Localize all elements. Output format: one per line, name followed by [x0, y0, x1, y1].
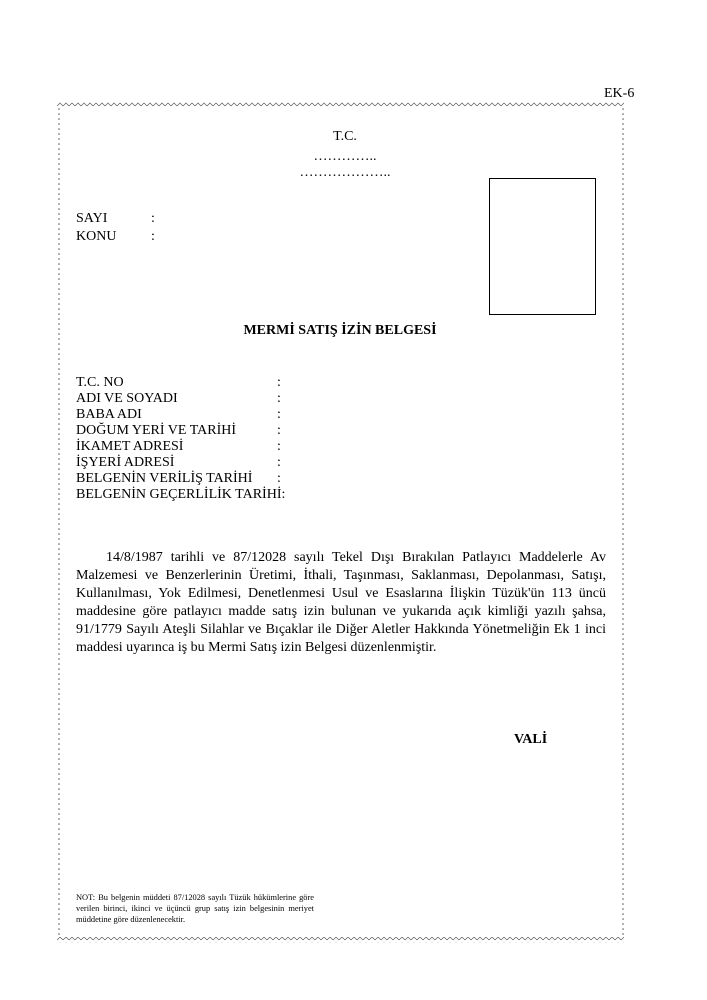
field-row-validity-date — [76, 487, 336, 503]
reference-label: KONU — [76, 229, 117, 244]
field-label: BABA ADI — [76, 407, 142, 422]
field-row-tc-no — [76, 375, 336, 391]
field-label: İŞYERİ ADRESİ — [76, 455, 175, 470]
field-row-issue-date — [76, 471, 336, 487]
field-separator: : — [277, 407, 281, 422]
field-row-birth — [76, 423, 336, 439]
field-label: T.C. NO — [76, 375, 124, 390]
field-separator: : — [277, 375, 281, 390]
document-title: MERMİ SATIŞ İZİN BELGESİ — [243, 323, 437, 338]
footnote: NOT: Bu belgenin müddeti 87/12028 sayılı Tüzük hükümlerine göre verilen birinci, ikinci ve üçüncü grup satış izin belgesinin meriyet müddetine göre düzenlenecektir. — [76, 893, 314, 924]
field-label: İKAMET ADRESİ — [76, 439, 184, 454]
field-label: DOĞUM YERİ VE TARİHİ — [76, 423, 237, 438]
field-separator: : — [277, 455, 281, 470]
field-separator: : — [277, 423, 281, 438]
photo-box — [489, 178, 596, 315]
field-label: ADI VE SOYADI — [76, 391, 178, 406]
header-province-placeholder: ………….. — [313, 149, 377, 164]
reference-row-subject — [76, 229, 155, 245]
reference-row-number — [76, 211, 155, 227]
field-row-residence — [76, 439, 336, 455]
reference-separator: : — [151, 211, 155, 226]
field-separator: : — [277, 439, 281, 454]
field-row-father-name — [76, 407, 336, 423]
reference-label: SAYI — [76, 211, 108, 226]
field-label: BELGENİN VERİLİŞ TARİHİ — [76, 471, 253, 486]
field-label: BELGENİN GEÇERLİLİK TARİHİ: — [76, 487, 286, 502]
field-separator: : — [277, 471, 281, 486]
field-row-workplace — [76, 455, 336, 471]
field-row-name — [76, 391, 336, 407]
reference-separator: : — [151, 229, 155, 244]
header-country: T.C. — [333, 129, 357, 144]
body-paragraph: 14/8/1987 tarihli ve 87/12028 sayılı Tekel Dışı Bırakılan Patlayıcı Maddelerle Av Malzemesi ve Benzerlerinin Üretimi, İthali, Taşınması, Saklanması, Depolanması, Satışı, Kullanılması, Yok Edilmesi, Denetlenmesi Usul ve Esaslarına İlişkin Tüzük'ün 113 üncü maddesine göre patlayıcı madde satış izin bulunan ve yukarıda açık kimliği yazılı şahsa, 91/1779 Sayılı Ateşli Silahlar ve Bıçaklar ile Diğer Aletler Hakkında Yönetmeliğin Ek 1 inci maddesi uyarınca iş bu Mermi Satış izin Belgesi düzenlenmiştir. — [76, 550, 606, 655]
field-separator: : — [277, 391, 281, 406]
annex-label: EK-6 — [604, 86, 635, 101]
signature-title: VALİ — [514, 732, 548, 747]
header-office-placeholder: ……………….. — [299, 165, 391, 180]
